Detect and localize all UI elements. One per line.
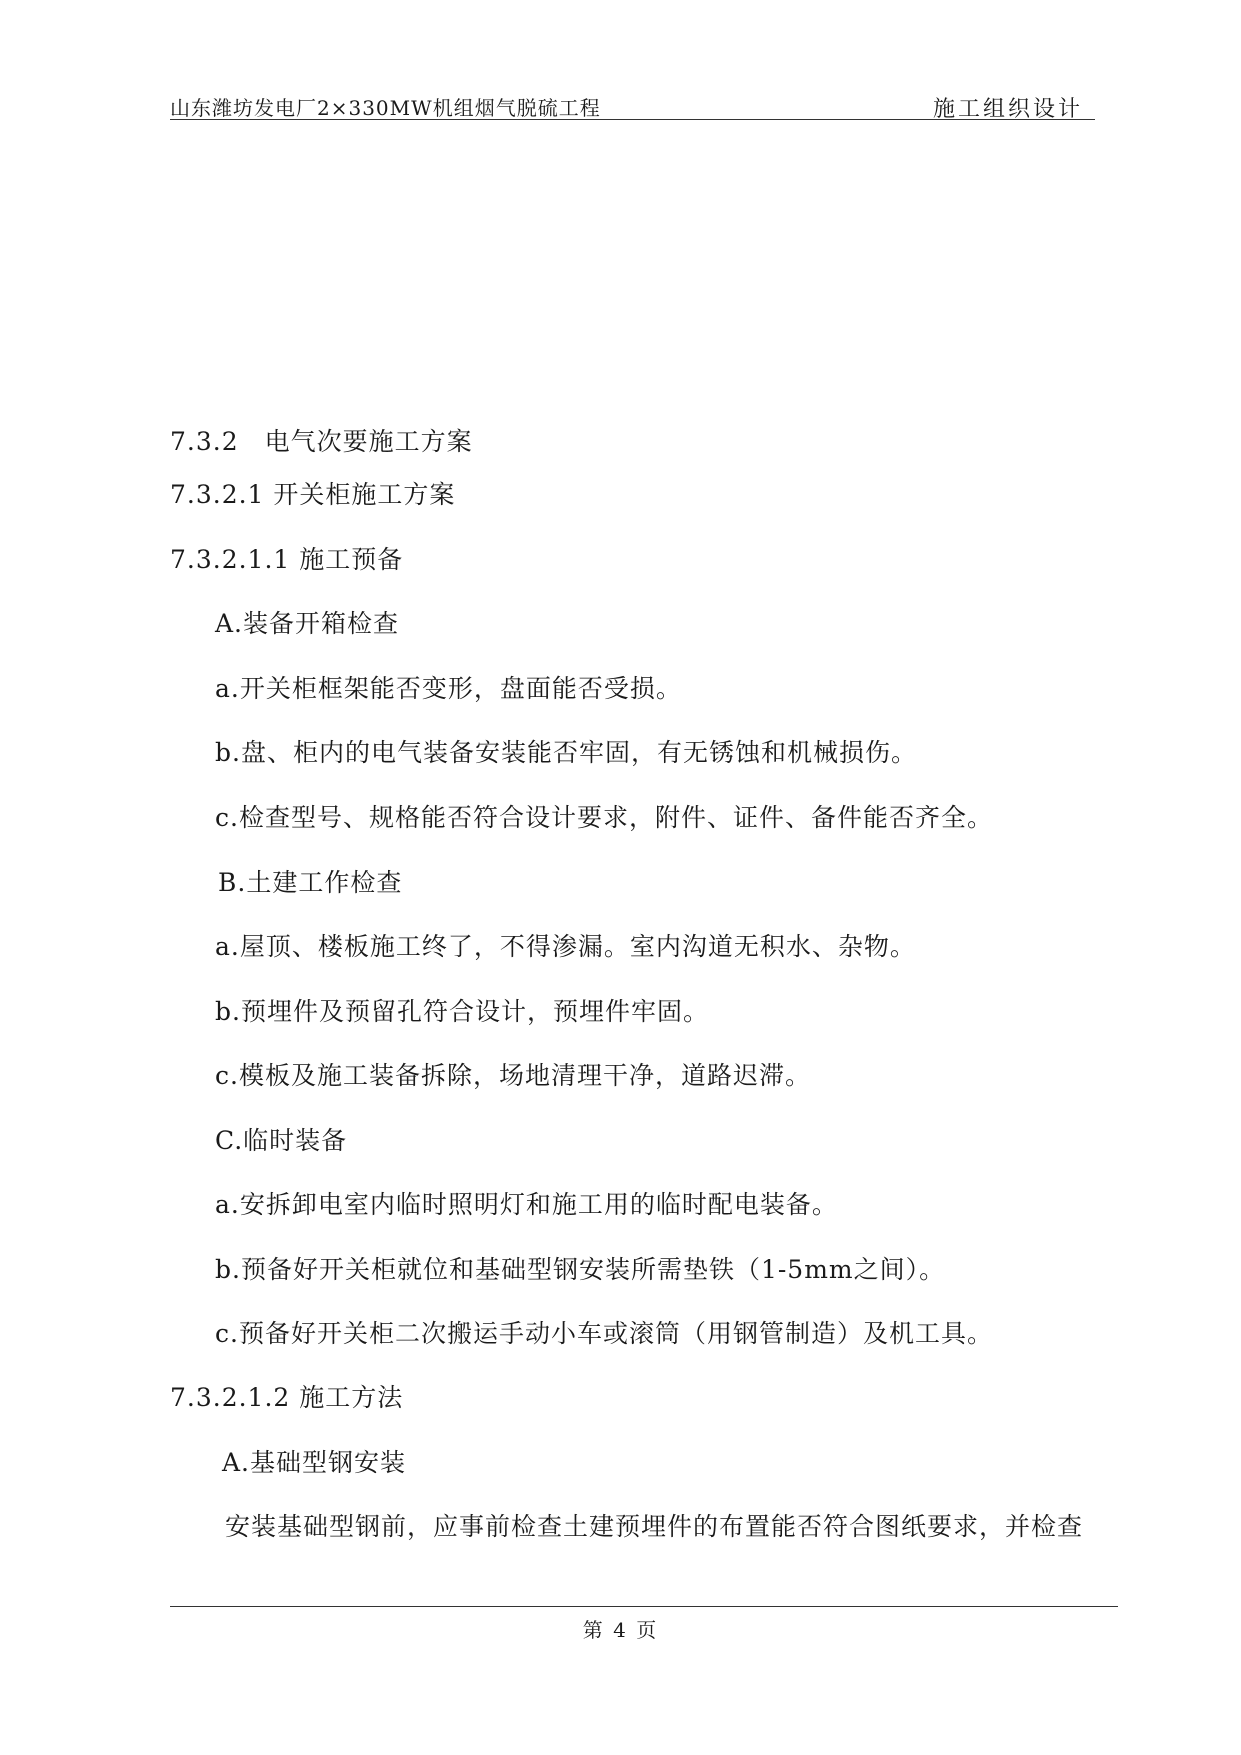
subheading-equipment-inspection: A.装备开箱检查 — [215, 609, 400, 638]
subheading-civil-inspection: B.土建工作检查 — [218, 868, 403, 897]
list-item: b.盘、柜内的电气装备安装能否牢固，有无锈蚀和机械损伤。 — [215, 738, 917, 767]
footer-rule — [170, 1606, 1118, 1607]
list-item: b.预埋件及预留孔符合设计，预埋件牢固。 — [215, 997, 709, 1026]
list-item: a.屋顶、楼板施工终了，不得渗漏。室内沟道无积水、杂物。 — [215, 932, 916, 961]
subheading-temporary-equipment: C.临时装备 — [215, 1126, 348, 1155]
section-heading-7-3-2-1-1: 7.3.2.1.1 施工预备 — [170, 545, 404, 574]
header-rule — [170, 119, 1095, 120]
list-item: c.预备好开关柜二次搬运手动小车或滚筒（用钢管制造）及机工具。 — [215, 1319, 993, 1348]
header-document-title: 施工组织设计 — [932, 97, 1083, 122]
page-header — [170, 92, 1095, 120]
subheading-foundation-steel: A.基础型钢安装 — [222, 1448, 407, 1477]
body-paragraph: 安装基础型钢前，应事前检查土建预埋件的布置能否符合图纸要求，并检查 — [225, 1512, 1084, 1541]
page-number: 第 4 页 — [582, 1618, 659, 1642]
list-item: a.安拆卸电室内临时照明灯和施工用的临时配电装备。 — [215, 1190, 838, 1219]
list-item: c.检查型号、规格能否符合设计要求，附件、证件、备件能否齐全。 — [215, 803, 993, 832]
section-heading-7-3-2: 7.3.2 电气次要施工方案 — [170, 427, 473, 456]
list-item: c.模板及施工装备拆除，场地清理干净，道路迟滞。 — [215, 1061, 811, 1090]
header-project-title: 山东潍坊发电厂2×330MW机组烟气脱硫工程 — [170, 96, 601, 120]
list-item: a.开关柜框架能否变形，盘面能否受损。 — [215, 674, 682, 703]
list-item: b.预备好开关柜就位和基础型钢安装所需垫铁（1-5mm之间）。 — [215, 1255, 946, 1284]
section-heading-7-3-2-1-2: 7.3.2.1.2 施工方法 — [170, 1383, 404, 1412]
section-heading-7-3-2-1: 7.3.2.1 开关柜施工方案 — [170, 480, 456, 509]
